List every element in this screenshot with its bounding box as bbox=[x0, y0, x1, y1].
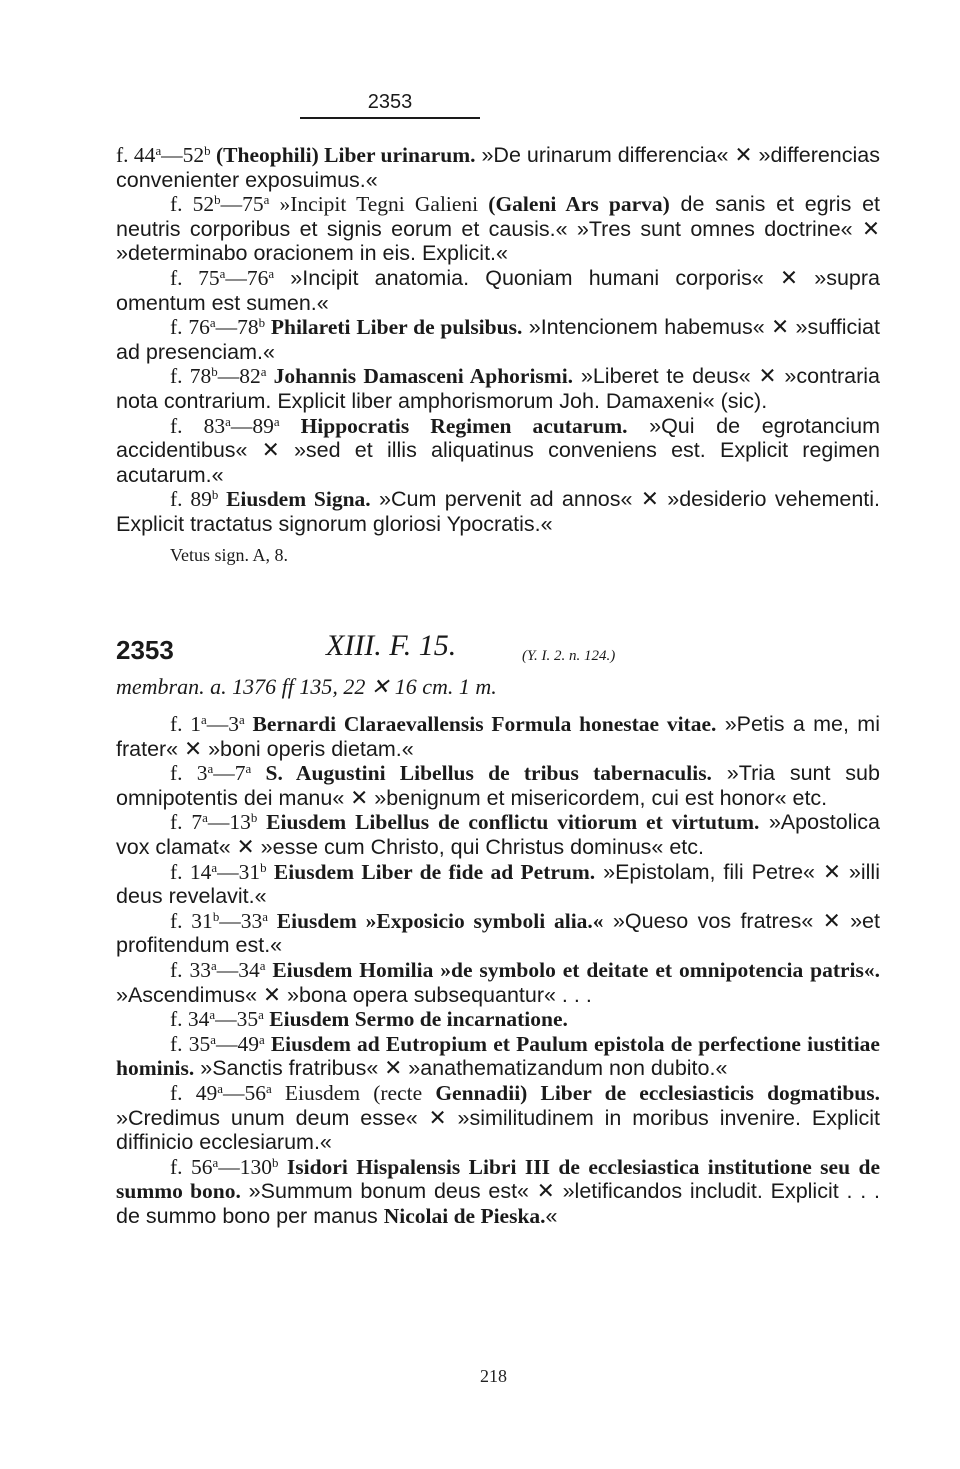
entry-incipit: »Apostolica vox clamat« ✕ »esse cum Christo, qui Christus dominus« etc. bbox=[116, 810, 880, 859]
lower-entries bbox=[116, 712, 880, 1228]
entry-incipit: »Credimus unum deum esse« ✕ »similitudinem in moribus invenire. Explicit diffinicio ecclesiarum.« bbox=[116, 1105, 880, 1155]
folio-side: a bbox=[265, 1081, 272, 1096]
manuscript-number: 2353 bbox=[116, 635, 174, 665]
catalogue-entry bbox=[116, 1081, 880, 1155]
folio-side: b bbox=[204, 143, 211, 158]
catalogue-entry bbox=[116, 761, 880, 810]
folio-side: a bbox=[210, 1032, 216, 1047]
entry-title: Bernardi Claraevallensis Formula honestae vitae. bbox=[244, 712, 717, 736]
folio-side: b bbox=[211, 365, 218, 380]
entry-prefix: Eiusdem (recte bbox=[271, 1080, 436, 1105]
folio-side: a bbox=[217, 1081, 223, 1096]
entry-incipit: »Cum pervenit ad annos« ✕ »desiderio vehementi. Explicit tractatus signorum gloriosi Ypocratis.« bbox=[116, 487, 880, 536]
catalogue-entry bbox=[116, 860, 880, 909]
catalogue-entry bbox=[116, 364, 880, 413]
folio-side: a bbox=[263, 193, 270, 208]
folio-side: a bbox=[201, 712, 207, 727]
entry-title: Eiusdem Sermo de incarnatione. bbox=[263, 1007, 568, 1032]
catalogue-entry bbox=[116, 909, 880, 958]
folio-end: —82 bbox=[217, 364, 261, 389]
catalogue-entry bbox=[116, 1007, 880, 1032]
folio-side: a bbox=[245, 762, 252, 777]
folio-side: a bbox=[209, 1008, 216, 1023]
folio-side: a bbox=[155, 143, 162, 158]
folio-side: b bbox=[212, 909, 220, 924]
entry-title: Hippocratis Regimen acutarum. bbox=[279, 413, 628, 438]
folio-side: a bbox=[260, 365, 267, 380]
entry-title: Philareti Liber de pulsibus. bbox=[265, 315, 523, 340]
entry-title: Isidori Hispalensis Libri III de ecclesiastica institutione seu de summo bono. bbox=[116, 1154, 880, 1204]
catalogue-entry bbox=[116, 958, 880, 1007]
folio-end: —7 bbox=[213, 761, 246, 786]
folio-start: f. 7 bbox=[170, 810, 203, 835]
folio-start: f. 3 bbox=[170, 761, 208, 786]
folio-end: —76 bbox=[225, 265, 269, 290]
footer-page-number: 218 bbox=[480, 1366, 507, 1386]
entry-title: Eiusdem Libellus de conflictu vitiorum et virtutum. bbox=[257, 810, 760, 835]
catalogue-entry bbox=[116, 1032, 880, 1081]
entry-incipit: »Liberet te deus« ✕ »contraria nota contrarium. Explicit liber amphorismorum Joh. Damaxeni« (sic). bbox=[116, 364, 880, 413]
catalogue-entry bbox=[116, 810, 880, 859]
folio-start: f. 1 bbox=[170, 712, 202, 736]
entry-incipit: »Tria sunt sub omnipotentis dei manu« ✕ »benignum et misericordem, cui est honor« etc. bbox=[116, 761, 880, 810]
folio-end: —3 bbox=[206, 712, 240, 736]
folio-end: —13 bbox=[207, 810, 251, 835]
entry-closing: « bbox=[545, 1203, 558, 1228]
folio-side: a bbox=[258, 1032, 265, 1047]
folio-start: f. 14 bbox=[170, 859, 212, 884]
shelfmark: XIII. F. 15. bbox=[326, 629, 457, 662]
manuscript-description: membran. a. 1376 ff 135, 22 ✕ 16 cm. 1 m. bbox=[116, 674, 497, 699]
folio-start: f. 83 bbox=[170, 413, 226, 438]
old-shelfmark: (Y. I. 2. n. 124.) bbox=[522, 648, 616, 664]
folio-side: a bbox=[212, 1155, 219, 1170]
folio-start: f. 49 bbox=[170, 1080, 218, 1105]
folio-side: b bbox=[260, 860, 267, 875]
entry-title: Johannis Damasceni Aphorismi. bbox=[266, 364, 574, 389]
entry-title: Gennadii) Liber de ecclesiasticis dogmatibus. bbox=[435, 1080, 880, 1105]
entry-title: Eiusdem Liber de fide ad Petrum. bbox=[266, 859, 596, 884]
folio-side: a bbox=[239, 712, 245, 727]
entry-prefix: »Incipit Tegni Galieni bbox=[269, 192, 489, 217]
folio-side: a bbox=[209, 316, 216, 331]
folio-end: —56 bbox=[222, 1080, 266, 1105]
entry-incipit: »De urinarum differencia« ✕ »differencias convenienter exposuimus.« bbox=[116, 143, 880, 192]
folio-end: —75 bbox=[220, 192, 264, 217]
vetus-signature: Vetus sign. A, 8. bbox=[170, 544, 289, 565]
folio-start: f. 34 bbox=[170, 1007, 210, 1032]
folio-side: b bbox=[258, 316, 266, 331]
entry-title: Eiusdem Homilia »de symbolo et deitate et omnipotencia patris«. bbox=[265, 957, 880, 982]
folio-end: —34 bbox=[216, 957, 260, 982]
entry-incipit: »Petis a me, mi frater« ✕ »boni operis dietam.« bbox=[116, 712, 880, 761]
folio-side: a bbox=[259, 958, 266, 973]
folio-side: a bbox=[268, 266, 275, 281]
header-rule bbox=[300, 117, 480, 119]
entry-incipit: »Ascendimus« ✕ »bona opera subsequantur« . . . bbox=[116, 982, 592, 1007]
folio-end: —130 bbox=[218, 1154, 272, 1179]
folio-start: f. 76 bbox=[170, 315, 210, 340]
folio-end: —49 bbox=[215, 1031, 259, 1056]
entry-incipit: de sanis et egris et neutris corporibus et signis eorum et causis.« »Tres sunt omnes doctrine« ✕ »determinabo oracionem in eis. Explicit.« bbox=[116, 192, 880, 266]
catalogue-entry bbox=[116, 315, 880, 364]
folio-start: f. 44 bbox=[116, 143, 156, 167]
folio-end: —89 bbox=[230, 413, 274, 438]
folio-start: f. 89 bbox=[170, 487, 212, 512]
folio-end: —52 bbox=[161, 143, 205, 167]
folio-start: f. 78 bbox=[170, 364, 212, 389]
folio-end: —78 bbox=[215, 315, 259, 340]
entry-incipit: »Epistolam, fili Petre« ✕ »illi deus revelavit.« bbox=[116, 859, 880, 909]
folio-side: a bbox=[211, 860, 218, 875]
entry-incipit: »Queso vos fratres« ✕ »et profitendum est.« bbox=[116, 908, 880, 958]
entry-incipit: »Summum bonum deus est« ✕ »letificandos includit. Explicit . . . de summo bono per manus bbox=[116, 1179, 881, 1228]
catalogue-entry bbox=[116, 1155, 880, 1229]
folio-side: a bbox=[273, 414, 280, 429]
folio-side: a bbox=[219, 266, 226, 281]
entry-incipit: »Sanctis fratribus« ✕ »anathematizandum non dubito.« bbox=[194, 1056, 728, 1081]
folio-side: b bbox=[271, 1155, 279, 1170]
folio-start: f. 56 bbox=[170, 1154, 213, 1179]
entry-incipit: »Incipit anatomia. Quoniam humani corporis« ✕ »supra omentum est sumen.« bbox=[116, 265, 880, 315]
folio-side: b bbox=[250, 811, 258, 826]
entry-incipit: »Intencionem habemus« ✕ »sufficiat ad presenciam.« bbox=[116, 315, 880, 364]
folio-end: —31 bbox=[217, 859, 261, 884]
folio-start: f. 33 bbox=[170, 957, 211, 982]
folio-end: —35 bbox=[215, 1007, 259, 1032]
folio-side: b bbox=[214, 193, 221, 208]
folio-side: a bbox=[210, 958, 217, 973]
catalogue-entry bbox=[116, 712, 880, 761]
entry-incipit: »Qui de egrotancium accidentibus« ✕ »sed et illis aliquatinus conveniens est. Explicit regimen acutarum.« bbox=[116, 413, 881, 487]
entry-title: Eiusdem ad Eutropium et Paulum epistola de perfectione iustitiae hominis. bbox=[116, 1031, 880, 1081]
catalogue-entry bbox=[116, 414, 880, 488]
scribe-name: Nicolai de Pieska. bbox=[383, 1203, 546, 1228]
folio-side: b bbox=[211, 488, 219, 503]
catalogue-entry bbox=[116, 487, 880, 536]
upper-entries bbox=[116, 143, 880, 567]
running-page-number: 2353 bbox=[367, 91, 413, 113]
manuscript-heading bbox=[116, 629, 880, 674]
entry-title: S. Augustini Libellus de tribus tabernaculis. bbox=[251, 761, 712, 786]
folio-end: —33 bbox=[219, 908, 263, 933]
folio-start: f. 31 bbox=[170, 908, 213, 933]
folio-side: a bbox=[258, 1008, 264, 1023]
entry-title: (Theophili) Liber urinarum. bbox=[210, 143, 476, 167]
entry-title: (Galeni Ars parva) bbox=[488, 192, 670, 217]
folio-side: a bbox=[207, 762, 214, 777]
folio-start: f. 52 bbox=[170, 192, 215, 217]
catalogue-entry bbox=[116, 192, 880, 266]
entry-title: Eiusdem Signa. bbox=[218, 487, 371, 512]
catalogue-entry bbox=[116, 266, 880, 315]
folio-side: a bbox=[225, 414, 231, 429]
folio-start: f. 75 bbox=[170, 265, 220, 290]
folio-side: a bbox=[202, 811, 208, 826]
folio-start: f. 35 bbox=[170, 1031, 211, 1056]
catalogue-entry bbox=[116, 143, 880, 192]
entry-title: Eiusdem »Exposicio symboli alia.« bbox=[268, 908, 604, 933]
folio-side: a bbox=[262, 909, 268, 924]
